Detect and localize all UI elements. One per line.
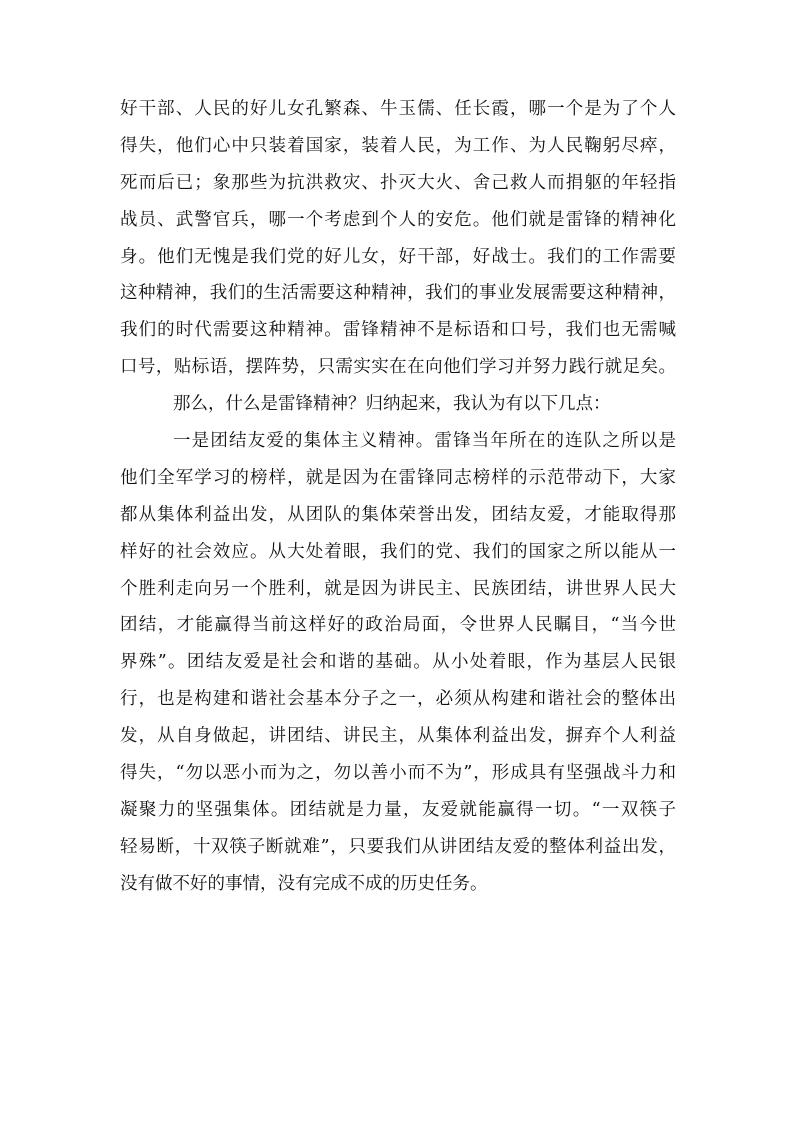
text-line: 团结，才能赢得当前这样好的政治局面，令世界人民瞩目，“当今世 xyxy=(120,615,676,636)
text-line: 轻易断，十双筷子断就难”，只要我们从讲团结友爱的整体利益出发， xyxy=(120,836,676,857)
body-text xyxy=(120,91,676,903)
text-line: 死而后已；象那些为抗洪救灾、扑灭大火、舍己救人而捐躯的年轻指 xyxy=(120,172,676,193)
text-line: 好干部、人民的好儿女孔繁森、牛玉儒、任长霞，哪一个是为了个人 xyxy=(120,99,676,119)
text-line: 那么，什么是雷锋精神？归纳起来，我认为有以下几点： xyxy=(173,394,611,415)
text-line: 个胜利走向另一个胜利，就是因为讲民主、民族团结，讲世界人民大 xyxy=(120,578,676,599)
text-line: 得失，“勿以恶小而为之，勿以善小而不为”，形成具有坚强战斗力和 xyxy=(120,763,676,784)
text-line: 我们的时代需要这种精神。雷锋精神不是标语和口号，我们也无需喊 xyxy=(120,320,676,341)
text-line: 得失，他们心中只装着国家，装着人民，为工作、为人民鞠躬尽瘁， xyxy=(120,135,676,156)
text-line: 凝聚力的坚强集体。团结就是力量，友爱就能赢得一切。“一双筷子 xyxy=(120,799,676,820)
text-line: 口号，贴标语，摆阵势，只需实实在在向他们学习并努力践行就足矣。 xyxy=(120,357,676,378)
text-line: 身。他们无愧是我们党的好儿女，好干部，好战士。我们的工作需要 xyxy=(120,246,676,267)
text-line: 样好的社会效应。从大处着眼，我们的党、我们的国家之所以能从一 xyxy=(120,541,676,562)
text-line: 战员、武警官兵，哪一个考虑到个人的安危。他们就是雷锋的精神化 xyxy=(120,209,676,230)
text-line: 行，也是构建和谐社会基本分子之一，必须从构建和谐社会的整体出 xyxy=(120,689,676,710)
text-line: 没有做不好的事情，没有完成不成的历史任务。 xyxy=(120,873,488,894)
text-line: 他们全军学习的榜样，就是因为在雷锋同志榜样的示范带动下，大家 xyxy=(120,467,676,488)
text-line: 界殊”。团结友爱是社会和谐的基础。从小处着眼，作为基层人民银 xyxy=(120,652,676,673)
text-line: 这种精神，我们的生活需要这种精神，我们的事业发展需要这种精神， xyxy=(120,283,676,304)
text-line: 发，从自身做起，讲团结、讲民主，从集体利益出发，摒弃个人利益 xyxy=(120,726,676,747)
text-line: 一是团结友爱的集体主义精神。雷锋当年所在的连队之所以是 xyxy=(173,431,676,452)
text-line: 都从集体利益出发，从团队的集体荣誉出发，团结友爱，才能取得那 xyxy=(120,504,676,525)
